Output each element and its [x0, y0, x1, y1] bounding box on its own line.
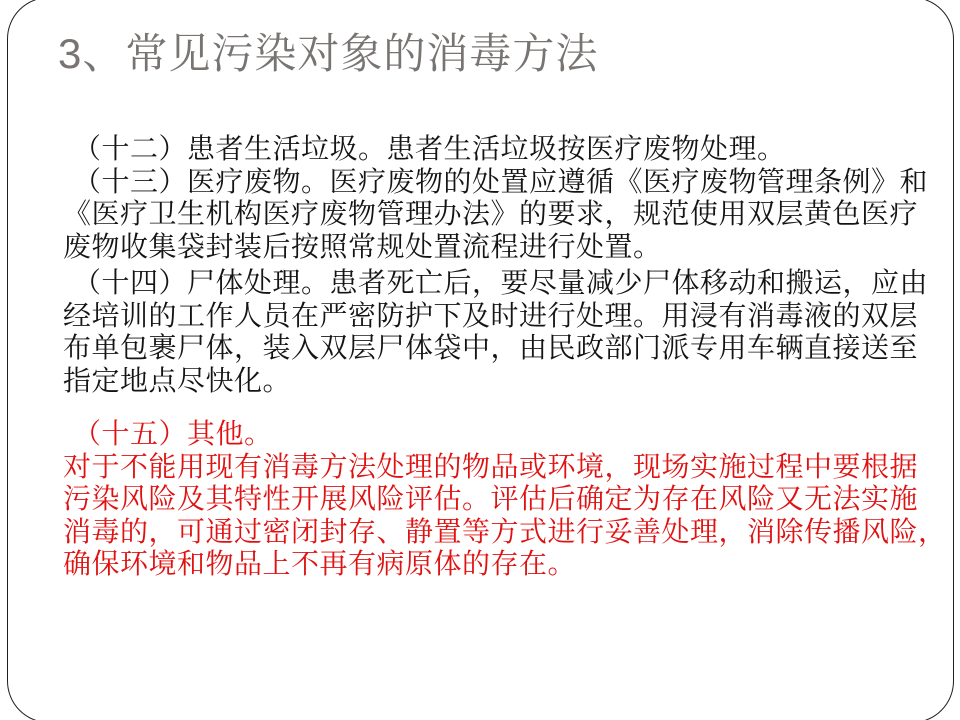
text-line: （十三）医疗废物。医疗废物的处置应遵循《医疗废物管理条例》和: [73, 165, 929, 197]
text-line: 布单包裹尸体，装入双层尸体袋中，由民政部门派专用车辆直接送至: [63, 332, 919, 363]
text-line: 指定地点尽快化。: [63, 364, 292, 396]
text-line: 污染风险及其特性开展风险评估。评估后确定为存在风险又无法实施: [63, 483, 919, 514]
text-line: 消毒的，可通过密闭封存、静置等方式进行妥善处理，消除传播风险，: [63, 515, 947, 547]
text-line: 确保环境和物品上不再有病原体的存在。: [63, 548, 577, 579]
text-line: （十二）患者生活垃圾。患者生活垃圾按医疗废物处理。: [73, 133, 786, 164]
text-line: 《医疗卫生机构医疗废物管理办法》的要求，规范使用双层黄色医疗: [63, 198, 919, 229]
text-line: 废物收集袋封装后按照常规处置流程进行处置。: [63, 230, 662, 262]
paragraph-item-15-other-heading: [63, 418, 908, 451]
text-line: （十四）尸体处理。患者死亡后，要尽量减少尸体移动和搬运，应由: [73, 267, 929, 298]
text-line: 对于不能用现有消毒方法处理的物品或环境，现场实施过程中要根据: [63, 450, 919, 482]
paragraph-item-15-other-body: [63, 450, 947, 581]
slide-body: [63, 133, 947, 581]
text-line: （十五）其他。: [73, 418, 273, 449]
text-line: 经培训的工作人员在严密防护下及时进行处理。用浸有消毒液的双层: [63, 299, 919, 331]
paragraph-item-14-corpse-handling: [63, 267, 929, 397]
paragraph-item-12-patient-household-waste: [63, 133, 908, 166]
slide-title: 3、常见污染对象的消毒方法: [58, 30, 599, 77]
paragraph-item-13-medical-waste: [63, 165, 929, 264]
